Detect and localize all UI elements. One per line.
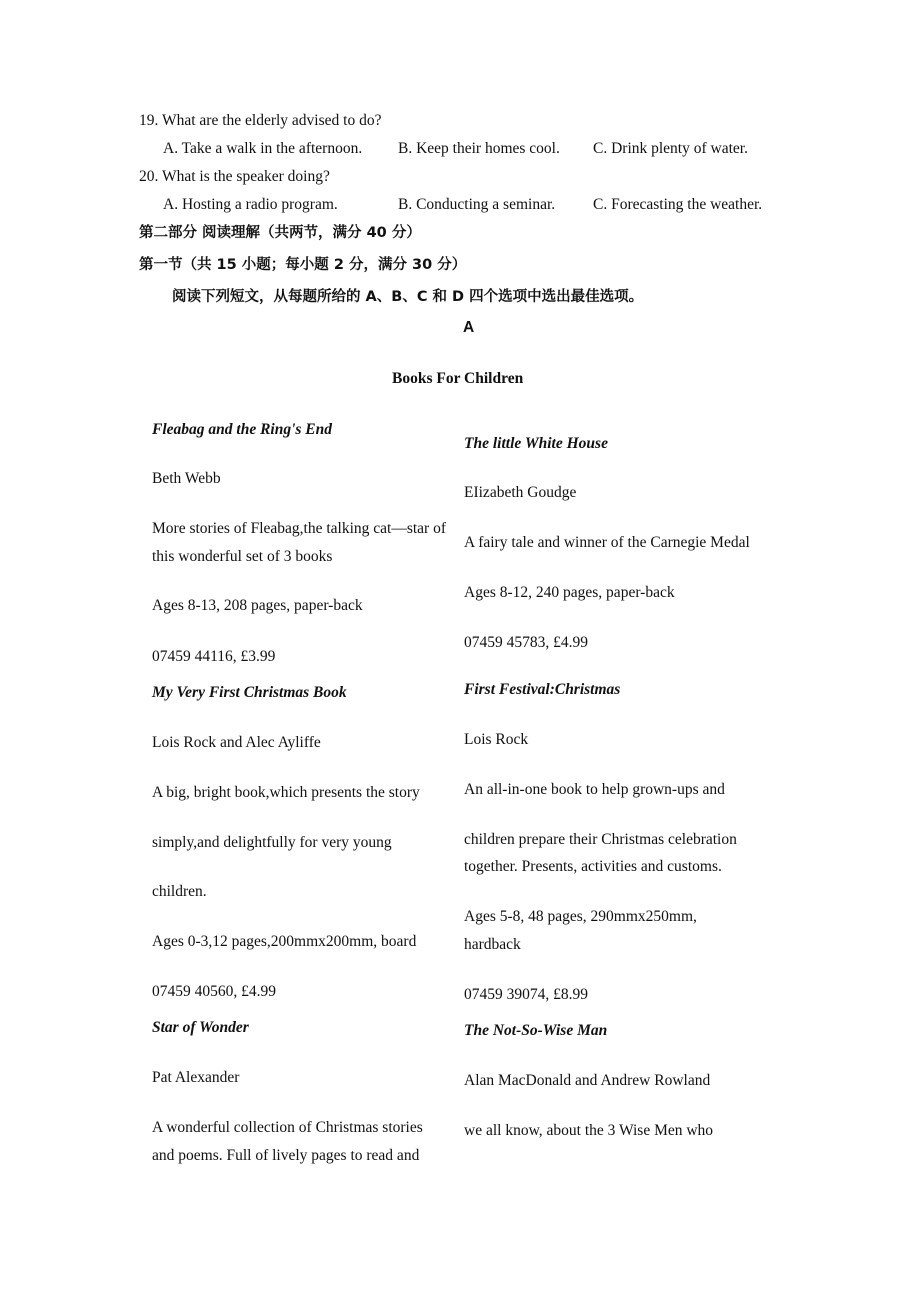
- book-details: hardback: [464, 936, 521, 953]
- book-title: The little White House: [464, 435, 608, 452]
- book-author: Beth Webb: [152, 470, 221, 487]
- book-author: Alan MacDonald and Andrew Rowland: [464, 1072, 711, 1089]
- book-author: Pat Alexander: [152, 1069, 240, 1086]
- book-description: we all know, about the 3 Wise Men who: [464, 1122, 714, 1139]
- book-author: Lois Rock: [464, 731, 529, 748]
- option-c: C. Forecasting the weather.: [593, 196, 763, 213]
- book-details: Ages 0-3,12 pages,200mmx200mm, board: [152, 933, 417, 950]
- book-title: Star of Wonder: [152, 1019, 249, 1036]
- book-author: EIizabeth Goudge: [464, 484, 577, 501]
- book-author: Lois Rock and Alec Ayliffe: [152, 734, 321, 751]
- book-order-info: 07459 44116, £3.99: [152, 648, 276, 665]
- book-description: An all-in-one book to help grown-ups and: [464, 781, 725, 798]
- book-description: children prepare their Christmas celebration: [464, 831, 737, 848]
- book-order-info: 07459 40560, £4.99: [152, 983, 276, 1000]
- book-description: together. Presents, activities and customs.: [464, 858, 722, 875]
- book-title: The Not-So-Wise Man: [464, 1022, 608, 1039]
- book-title: My Very First Christmas Book: [152, 684, 347, 701]
- book-order-info: 07459 39074, £8.99: [464, 986, 588, 1003]
- option-a: A. Hosting a radio program.: [163, 196, 338, 213]
- book-description: this wonderful set of 3 books: [152, 548, 333, 565]
- book-order-info: 07459 45783, £4.99: [464, 634, 588, 651]
- book-description: More stories of Fleabag,the talking cat—star of: [152, 520, 446, 537]
- passage-title: Books For Children: [392, 370, 524, 387]
- instructions: 阅读下列短文，从每题所给的 A、B、C 和 D 四个选项中选出最佳选项。: [172, 289, 644, 305]
- question-20: 20. What is the speaker doing?: [139, 168, 330, 185]
- book-details: Ages 5-8, 48 pages, 290mmx250mm,: [464, 908, 697, 925]
- book-description: A fairy tale and winner of the Carnegie Medal: [464, 534, 750, 551]
- book-details: Ages 8-12, 240 pages, paper-back: [464, 584, 675, 601]
- option-b: B. Conducting a seminar.: [398, 196, 556, 213]
- book-title: Fleabag and the Ring's End: [152, 421, 333, 438]
- question-19: 19. What are the elderly advised to do?: [139, 112, 382, 129]
- section-heading: 第二部分 阅读理解（共两节，满分 40 分）: [139, 225, 421, 241]
- subsection-heading: 第一节（共 15 小题；每小题 2 分，满分 30 分）: [139, 257, 467, 273]
- book-description: children.: [152, 883, 207, 900]
- book-description: simply,and delightfully for very young: [152, 834, 392, 851]
- book-description: A big, bright book,which presents the story: [152, 784, 420, 801]
- book-description: A wonderful collection of Christmas stories: [152, 1119, 423, 1136]
- option-a: A. Take a walk in the afternoon.: [163, 140, 363, 157]
- book-description: and poems. Full of lively pages to read and: [152, 1147, 420, 1164]
- passage-label: A: [463, 319, 475, 336]
- book-title: First Festival:Christmas: [464, 681, 621, 698]
- book-details: Ages 8-13, 208 pages, paper-back: [152, 597, 363, 614]
- option-c: C. Drink plenty of water.: [593, 140, 748, 157]
- option-b: B. Keep their homes cool.: [398, 140, 560, 157]
